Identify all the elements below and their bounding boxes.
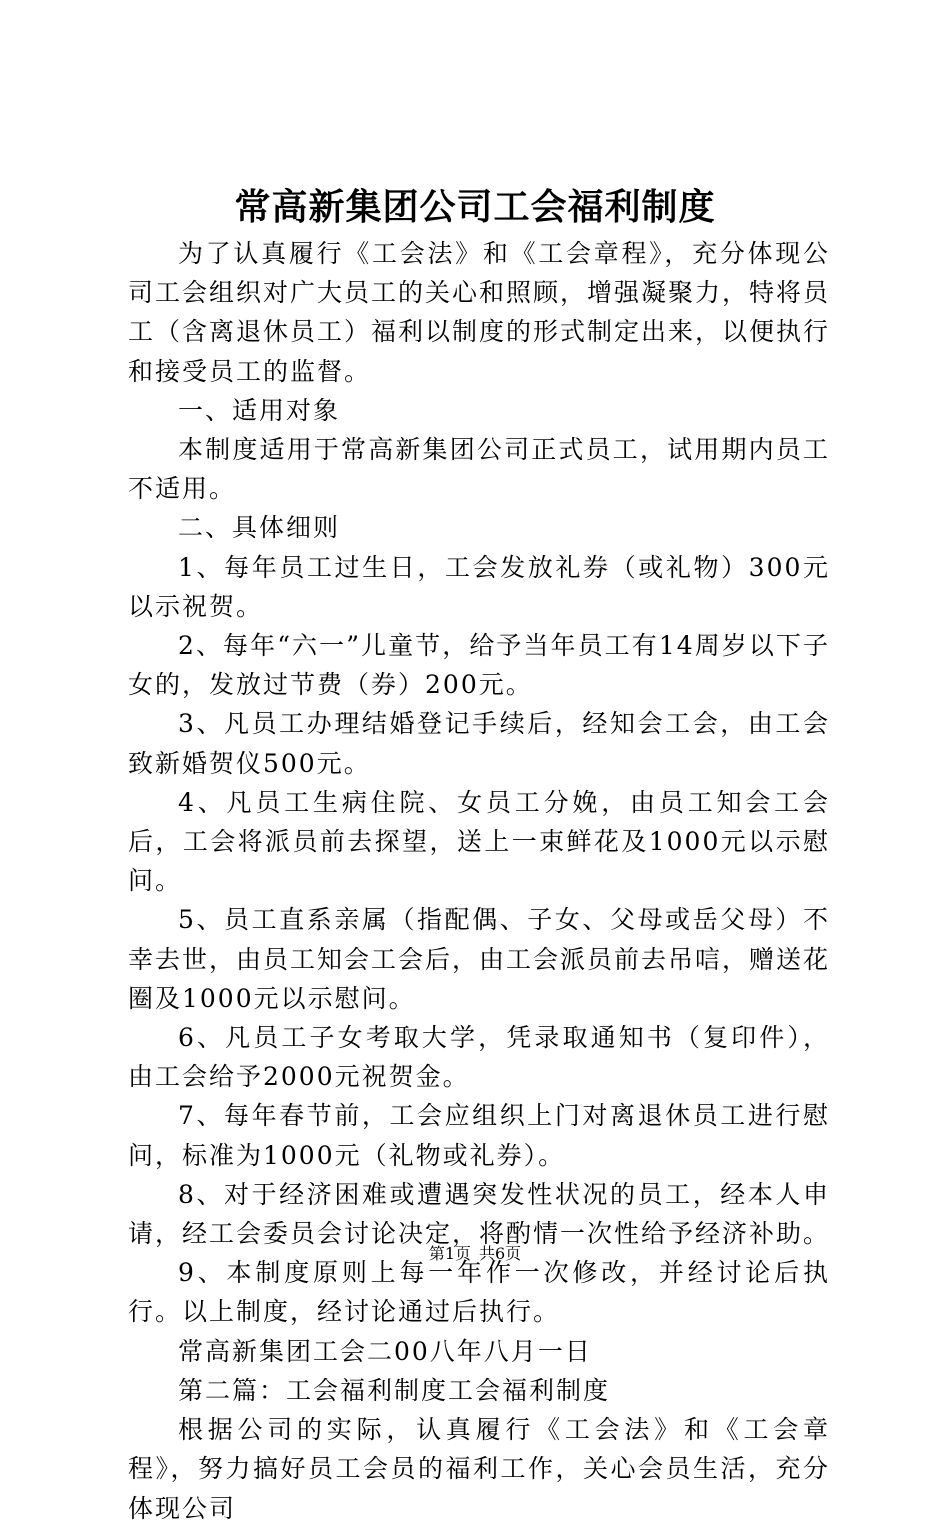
rule-item-9: 9、本制度原则上每一年作一次修改，并经讨论后执行。以上制度，经讨论通过后执行。 — [128, 1258, 830, 1327]
scope-paragraph: 本制度适用于常高新集团公司正式员工，试用期内员工不适用。 — [128, 435, 830, 504]
page-total: 共6页 — [479, 1244, 522, 1263]
rule-item-7: 7、每年春节前，工会应组织上门对离退休员工进行慰问，标准为1000元（礼物或礼券）。 — [128, 1101, 830, 1170]
document-title: 常高新集团公司工会福利制度 — [234, 186, 716, 228]
page-number: 第1页 — [428, 1244, 471, 1263]
second-article-heading: 第二篇：工会福利制度工会福利制度 — [178, 1375, 611, 1405]
rule-item-3: 3、凡员工办理结婚登记手续后，经知会工会，由工会致新婚贺仪500元。 — [128, 709, 830, 778]
signature-date: 常高新集团工会二00八年八月一日 — [178, 1336, 592, 1366]
rule-item-1: 1、每年员工过生日，工会发放礼券（或礼物）300元以示祝贺。 — [128, 552, 830, 621]
page-footer — [0, 1243, 950, 1265]
section-heading-scope: 一、适用对象 — [178, 395, 341, 425]
rule-item-2: 2、每年“六一”儿童节，给予当年员工有14周岁以下子女的，发放过节费（券）200元。 — [128, 631, 830, 700]
rule-item-6: 6、凡员工子女考取大学，凭录取通知书（复印件），由工会给予2000元祝贺金。 — [128, 1023, 830, 1092]
document-body — [128, 234, 830, 1528]
rule-item-8: 8、对于经济困难或遭遇突发性状况的员工，经本人申请，经工会委员会讨论决定，将酌情一次性给予经济补助。 — [128, 1179, 831, 1249]
section-heading-rules: 二、具体细则 — [178, 513, 341, 543]
intro-paragraph: 为了认真履行《工会法》和《工会章程》，充分体现公司工会组织对广大员工的关心和照顾，增强凝聚力，特将员工（含离退休员工）福利以制度的形式制定出来，以便执行和接受员工的监督。 — [128, 239, 831, 386]
second-article-paragraph: 根据公司的实际，认真履行《工会法》和《工会章程》，努力搞好员工会员的福利工作，关心会员生活，充分体现公司 — [128, 1415, 830, 1523]
rule-item-5: 5、员工直系亲属（指配偶、子女、父母或岳父母）不幸去世，由员工知会工会后，由工会派员前去吊唁，赠送花圈及1000元以示慰问。 — [128, 905, 831, 1013]
rule-item-4: 4、凡员工生病住院、女员工分娩，由员工知会工会后，工会将派员前去探望，送上一束鲜花及1000元以示慰问。 — [128, 787, 830, 896]
